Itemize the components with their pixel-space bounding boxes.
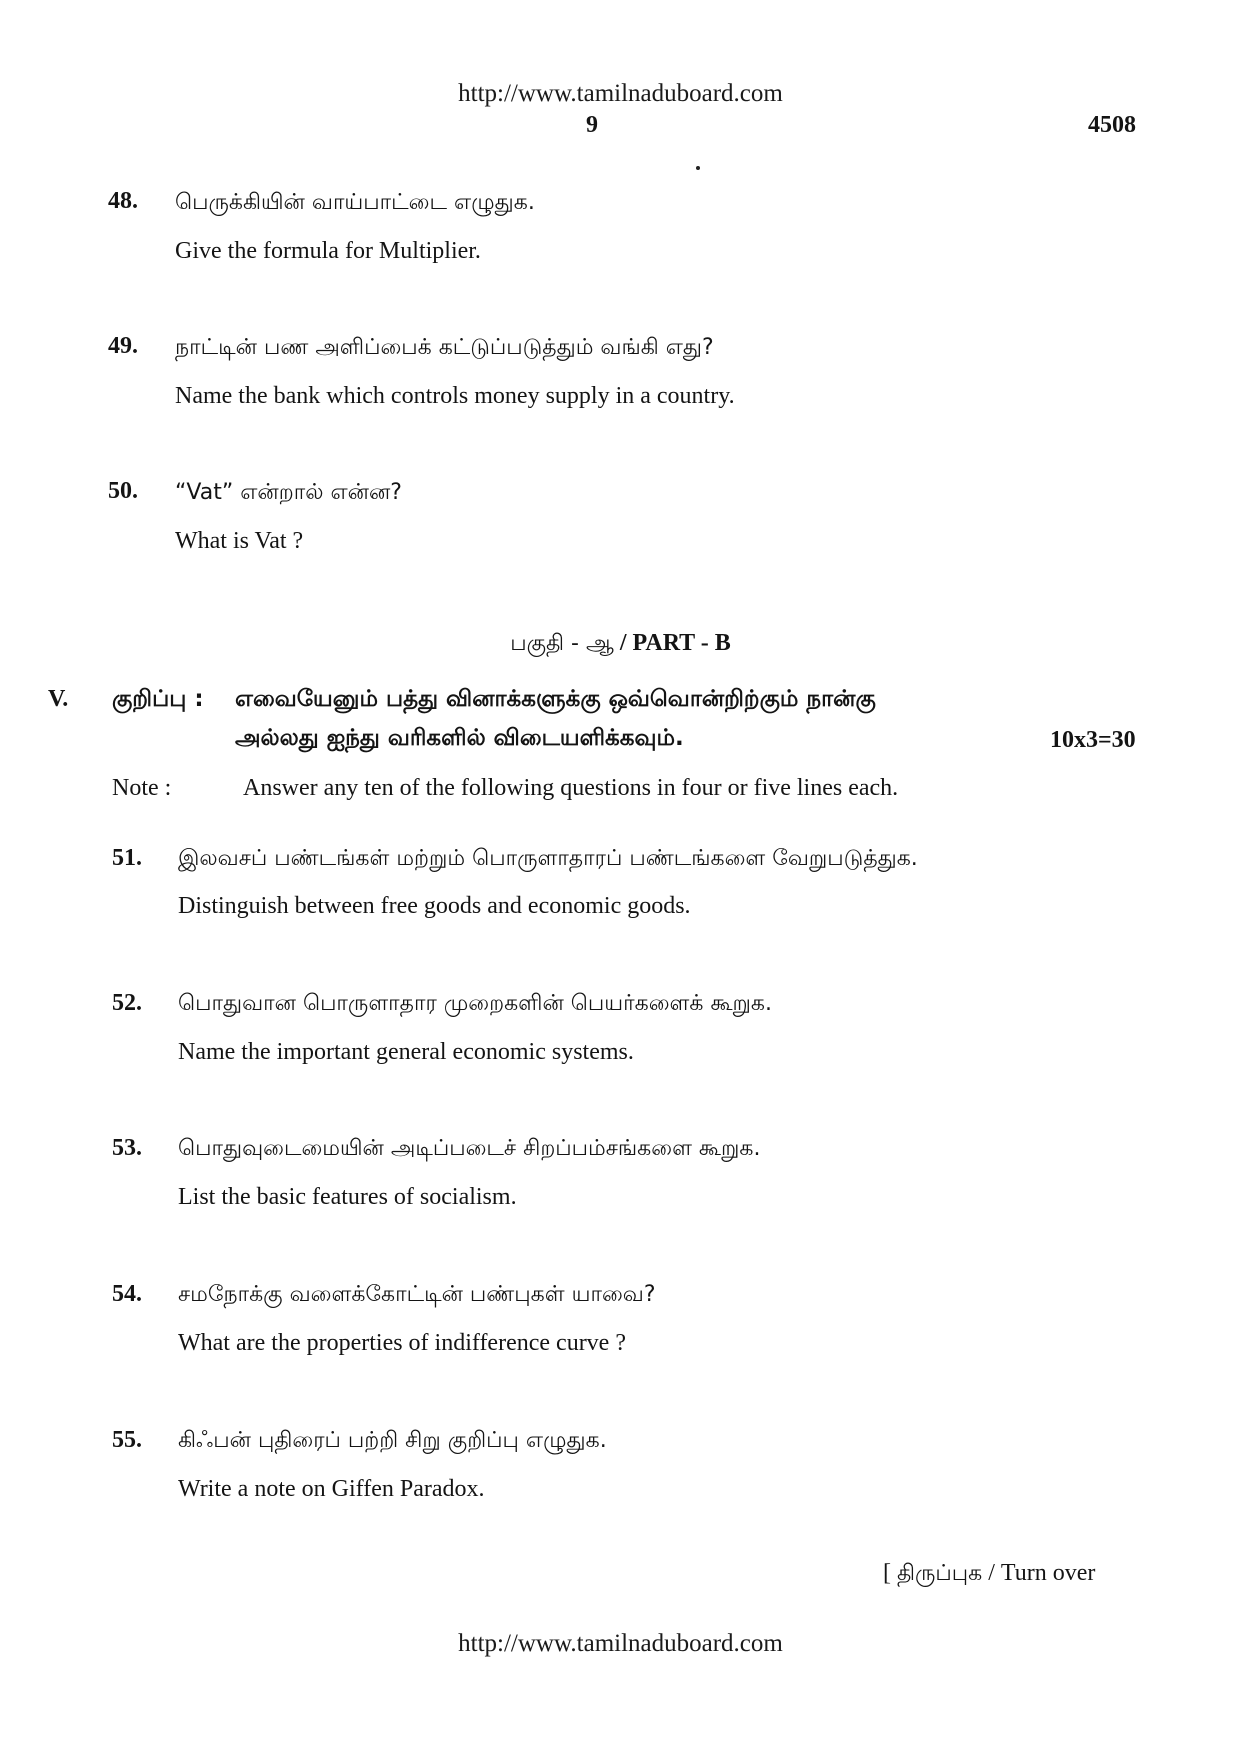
part-heading-english: PART - B — [632, 630, 731, 656]
question-english: Give the formula for Multiplier. — [175, 238, 481, 264]
header-url: http://www.tamilnaduboard.com — [458, 80, 783, 107]
part-heading-separator: / — [613, 630, 633, 656]
question-number: 48. — [108, 188, 138, 214]
question-tamil: சமநோக்கு வளைக்கோட்டின் பண்புகள் யாவை? — [178, 1282, 656, 1307]
question-english: Distinguish between free goods and economic goods. — [178, 893, 691, 919]
question-tamil: கிஃபன் புதிரைப் பற்றி சிறு குறிப்பு எழுதுக. — [178, 1428, 607, 1453]
question-number: 55. — [112, 1427, 142, 1453]
section-number: V. — [48, 686, 69, 712]
marks-allocation: 10x3=30 — [1050, 727, 1136, 753]
note-tamil-line2: அல்லது ஐந்து வரிகளில் விடையளிக்கவும். — [235, 725, 684, 751]
question-english: What is Vat ? — [175, 528, 304, 554]
note-english: Answer any ten of the following questions in four or five lines each. — [243, 775, 899, 801]
turn-over-english: Turn over — [1000, 1560, 1096, 1586]
paper-code: 4508 — [1088, 112, 1136, 138]
question-tamil: பொதுவான பொருளாதார முறைகளின் பெயர்களைக் கூறுக. — [178, 991, 772, 1016]
page-number: 9 — [586, 112, 598, 138]
question-number: 52. — [112, 990, 142, 1016]
question-english: Name the important general economic systems. — [178, 1039, 634, 1065]
question-tamil: பொதுவுடைமையின் அடிப்படைச் சிறப்பம்சங்களை கூறுக. — [178, 1136, 761, 1161]
question-number: 51. — [112, 845, 142, 871]
question-tamil: நாட்டின் பண அளிப்பைக் கட்டுப்படுத்தும் வங்கி எது? — [175, 335, 714, 360]
note-tamil-label: குறிப்பு : — [112, 686, 204, 712]
question-tamil: பெருக்கியின் வாய்பாட்டை எழுதுக. — [175, 190, 535, 215]
question-number: 49. — [108, 333, 138, 359]
question-english: Name the bank which controls money supply in a country. — [175, 383, 735, 409]
part-b-heading — [0, 630, 1241, 659]
question-tamil: இலவசப் பண்டங்கள் மற்றும் பொருளாதாரப் பண்டங்களை வேறுபடுத்துக. — [178, 846, 918, 871]
question-tamil: “Vat” என்றால் என்ன? — [175, 480, 402, 505]
speck — [696, 166, 700, 170]
turn-over-separator: / — [982, 1560, 1001, 1586]
question-number: 50. — [108, 478, 138, 504]
turn-over — [883, 1560, 1095, 1589]
turn-over-bracket: [ — [883, 1560, 891, 1586]
question-english: Write a note on Giffen Paradox. — [178, 1476, 485, 1502]
note-tamil-line1: எவையேனும் பத்து வினாக்களுக்கு ஒவ்வொன்றிற்கும் நான்கு — [235, 686, 876, 712]
note-label: Note : — [112, 775, 172, 801]
turn-over-tamil: திருப்புக — [897, 1561, 983, 1586]
question-english: List the basic features of socialism. — [178, 1184, 517, 1210]
question-english: What are the properties of indifference curve ? — [178, 1330, 626, 1356]
footer-url: http://www.tamilnaduboard.com — [458, 1630, 783, 1657]
part-heading-tamil: பகுதி - ஆ — [510, 631, 614, 656]
question-number: 53. — [112, 1135, 142, 1161]
question-number: 54. — [112, 1281, 142, 1307]
